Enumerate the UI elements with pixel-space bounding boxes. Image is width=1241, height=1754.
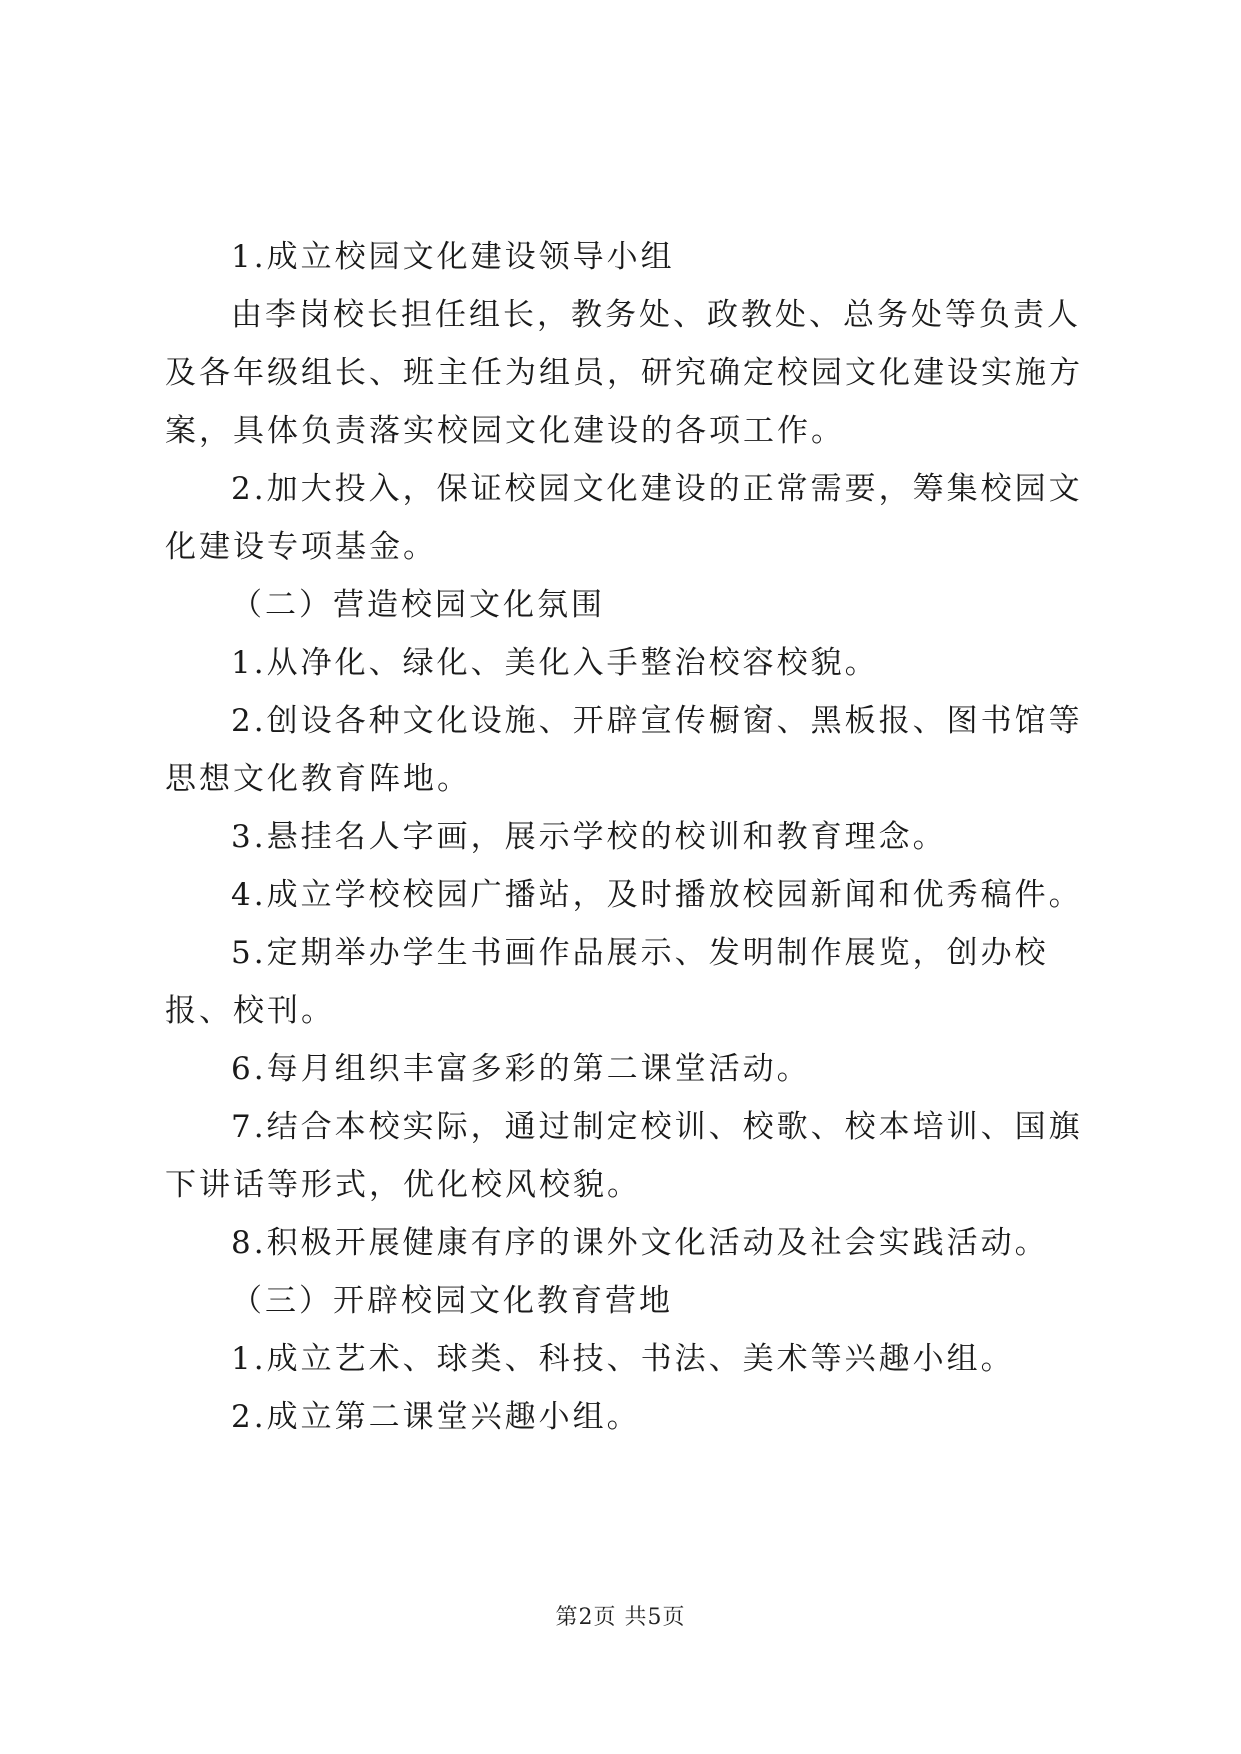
section-heading-3: （三）开辟校园文化教育营地	[231, 1283, 673, 1319]
paragraph-8: 4.成立学校校园广播站，及时播放校园新闻和优秀稿件。	[231, 877, 1083, 913]
paragraph-7: 3.悬挂名人字画，展示学校的校训和教育理念。	[231, 819, 947, 855]
paragraph-12: 8.积极开展健康有序的课外文化活动及社会实践活动。	[231, 1225, 1049, 1261]
page-number-footer: 第2页 共5页	[555, 1605, 686, 1630]
section-heading-2: （二）营造校园文化氛围	[231, 587, 605, 623]
paragraph-9: 5.定期举办学生书画作品展示、发明制作展览，创办校报、校刊。	[165, 935, 1049, 1029]
paragraph-11: 7.结合本校实际，通过制定校训、校歌、校本培训、国旗下讲话等形式，优化校风校貌。	[165, 1109, 1083, 1203]
paragraph-3: 2.加大投入，保证校园文化建设的正常需要，筹集校园文化建设专项基金。	[165, 471, 1083, 565]
paragraph-6: 2.创设各种文化设施、开辟宣传橱窗、黑板报、图书馆等思想文化教育阵地。	[165, 703, 1083, 797]
paragraph-1: 1.成立校园文化建设领导小组	[231, 239, 675, 275]
paragraph-2: 由李岗校长担任组长，教务处、政教处、总务处等负责人及各年级组长、班主任为组员，研究确定校园文化建设实施方案，具体负责落实校园文化建设的各项工作。	[165, 297, 1083, 449]
document-body	[165, 228, 1085, 1446]
paragraph-5: 1.从净化、绿化、美化入手整治校容校貌。	[231, 645, 879, 681]
paragraph-14: 1.成立艺术、球类、科技、书法、美术等兴趣小组。	[231, 1341, 1015, 1377]
paragraph-10: 6.每月组织丰富多彩的第二课堂活动。	[231, 1051, 811, 1087]
paragraph-15: 2.成立第二课堂兴趣小组。	[231, 1399, 641, 1435]
